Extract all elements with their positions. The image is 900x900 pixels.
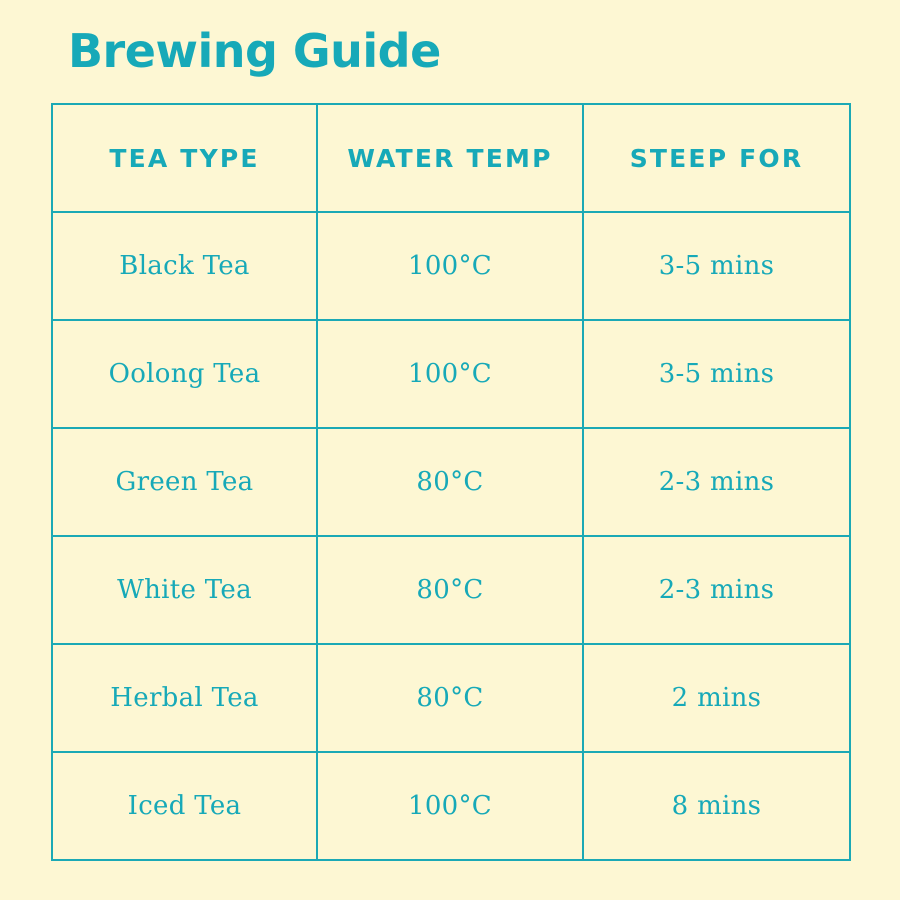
cell-water-temp: 100°C xyxy=(317,752,583,860)
cell-tea-type: Oolong Tea xyxy=(52,320,317,428)
page-title: Brewing Guide xyxy=(68,24,441,78)
column-header-steep-for: STEEP FOR xyxy=(583,104,850,212)
cell-steep-for: 8 mins xyxy=(583,752,850,860)
cell-water-temp: 80°C xyxy=(317,644,583,752)
cell-water-temp: 100°C xyxy=(317,212,583,320)
brewing-table xyxy=(51,103,851,861)
cell-steep-for: 2-3 mins xyxy=(583,428,850,536)
cell-water-temp: 100°C xyxy=(317,320,583,428)
cell-water-temp: 80°C xyxy=(317,428,583,536)
column-header-tea-type: TEA TYPE xyxy=(52,104,317,212)
cell-steep-for: 3-5 mins xyxy=(583,320,850,428)
cell-steep-for: 3-5 mins xyxy=(583,212,850,320)
cell-tea-type: Iced Tea xyxy=(52,752,317,860)
table-row xyxy=(52,212,850,320)
column-header-water-temp: WATER TEMP xyxy=(317,104,583,212)
brewing-table-container xyxy=(51,103,849,861)
table-row xyxy=(52,536,850,644)
table-row xyxy=(52,320,850,428)
table-row xyxy=(52,752,850,860)
cell-steep-for: 2-3 mins xyxy=(583,536,850,644)
table-row xyxy=(52,644,850,752)
cell-steep-for: 2 mins xyxy=(583,644,850,752)
cell-tea-type: Black Tea xyxy=(52,212,317,320)
table-row xyxy=(52,428,850,536)
cell-tea-type: Green Tea xyxy=(52,428,317,536)
cell-tea-type: White Tea xyxy=(52,536,317,644)
cell-water-temp: 80°C xyxy=(317,536,583,644)
cell-tea-type: Herbal Tea xyxy=(52,644,317,752)
table-header-row xyxy=(52,104,850,212)
